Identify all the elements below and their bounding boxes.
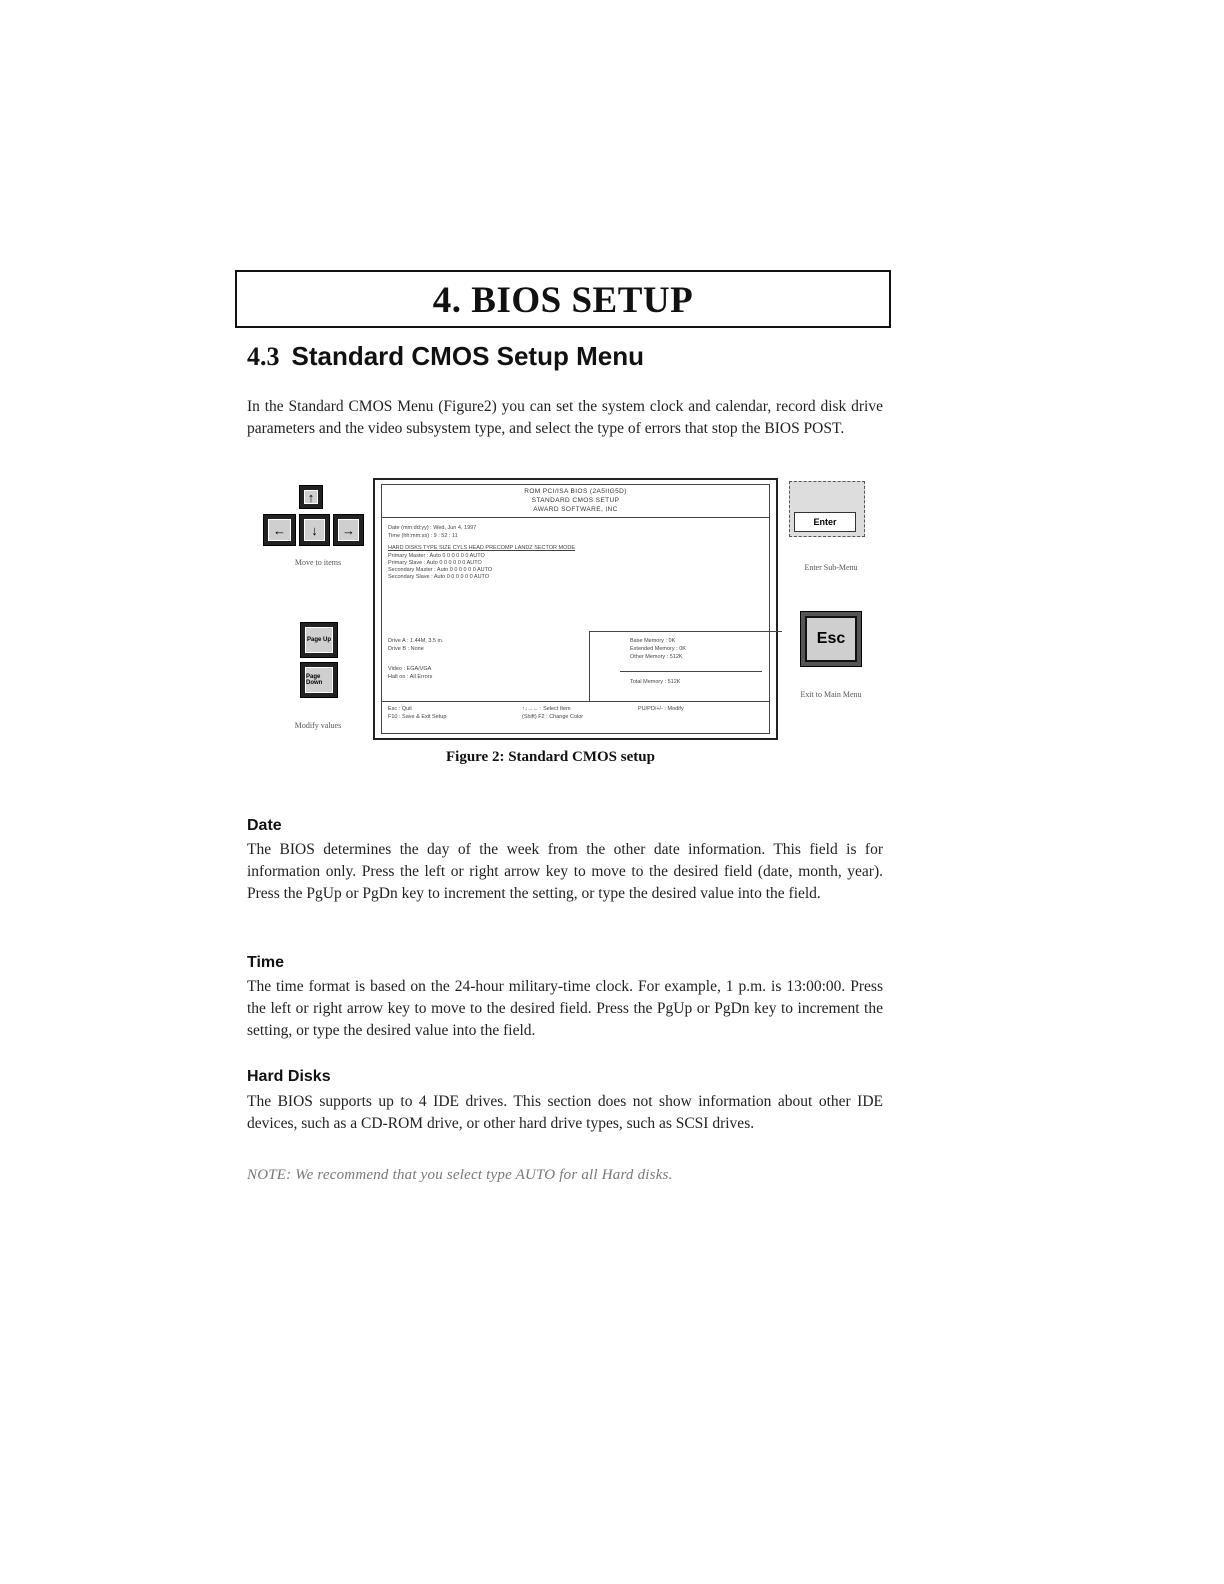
footer-select: ↑↓→← : Select Item [522,706,571,712]
screen-header-bios: ROM PCI/ISA BIOS (2A5IIG5D) [524,488,627,495]
page-up-icon: Page Up [305,627,333,653]
footer-color: (Shift) F2 : Change Color [522,714,584,720]
memory-panel [589,631,782,702]
screen-header [382,487,769,514]
section-heading [247,341,644,372]
note-text: NOTE: We recommend that you select type AUTO for all Hard disks. [247,1167,673,1183]
extended-memory: Extended Memory : 0K [630,646,686,652]
move-items-label: Move to items [294,558,342,567]
memory-divider [620,671,762,672]
screen-header-title: STANDARD CMOS SETUP [531,497,620,504]
footer-esc: Esc : Quit [388,706,412,712]
page-down-key [300,662,338,698]
footer-modify: PU/PD/+/- : Modify [638,706,684,712]
enter-key-icon: Enter [794,512,856,532]
screen-divider-bottom [382,701,769,702]
enter-submenu-label: Enter Sub-Menu [804,563,858,572]
chapter-header-box [235,270,891,328]
esc-key [800,611,862,667]
down-arrow-icon: ↓ [304,519,325,541]
esc-key-icon: Esc [805,616,857,662]
up-arrow-key [299,485,323,509]
disk-row: Primary Slave : Auto 0 0 0 0 0 0 AUTO [388,560,482,566]
screen-header-vendor: AWARD SOFTWARE, INC [533,506,618,513]
total-memory: Total Memory : 512K [630,679,681,685]
intro-paragraph: In the Standard CMOS Menu (Figure2) you can set the system clock and calendar, record disk drive parameters and the video subsystem type, and select the type of errors that stop the BIOS POST. [247,398,883,437]
disk-row: Secondary Slave : Auto 0 0 0 0 0 0 AUTO [388,574,490,580]
right-arrow-key [333,514,364,546]
drive-a: Drive A : 1.44M, 3.5 in. [388,638,444,644]
screen-date: Date (mm:dd:yy) : Wed, Jun 4, 1997 [388,525,477,531]
chapter-title: 4. BIOS SETUP [432,280,694,321]
time-paragraph: The time format is based on the 24-hour military-time clock. For example, 1 p.m. is 13:00:00. Press the left or right arrow key to move to the desired field. Press the PgUp or PgDn key to increment the setting, or type the desired value into the field. [247,978,883,1039]
exit-main-menu-label: Exit to Main Menu [800,690,862,699]
screen-divider-top [382,517,769,518]
date-heading: Date [247,817,282,834]
date-paragraph: The BIOS determines the day of the week from the other date information. This field is for information only. Press the left or right arrow key to move to the desired field (date, month, year). Press the PgUp or PgDn key to increment the setting, or type the desired value into the field. [247,841,883,902]
halt-setting: Halt on : All Errors [388,674,433,680]
modify-values-label: Modify values [294,721,342,730]
section-number: 4.3 [247,342,280,371]
up-arrow-icon: ↑ [304,490,318,504]
left-arrow-key [263,514,296,546]
figure-caption: Figure 2: Standard CMOS setup [446,749,655,765]
right-arrow-icon: → [338,519,359,541]
footer-f10: F10 : Save & Exit Setup [388,714,447,720]
left-arrow-icon: ← [268,519,291,541]
disk-table-header: HARD DISKS TYPE SIZE CYLS HEAD PRECOMP LANDZ SECTOR MODE [388,545,576,551]
drive-b: Drive B : None [388,646,424,652]
enter-key [789,481,865,537]
screen-time: Time (hh:mm:ss) : 9 : 52 : 11 [388,533,458,539]
page-down-icon: Page Down [305,667,333,693]
hard-disks-heading: Hard Disks [247,1068,331,1085]
screen-inner-frame [381,484,770,734]
video-setting: Video : EGA/VGA [388,666,432,672]
down-arrow-key [299,514,330,546]
page-up-key [300,622,338,658]
disk-row: Secondary Master : Auto 0 0 0 0 0 0 AUTO [388,567,493,573]
base-memory: Base Memory : 0K [630,638,676,644]
disk-row: Primary Master : Auto 0 0 0 0 0 0 AUTO [388,553,485,559]
hard-disks-paragraph: The BIOS supports up to 4 IDE drives. This section does not show information about other IDE devices, such as a CD-ROM drive, or other hard drive types, such as SCSI drives. [247,1093,883,1132]
section-title: Standard CMOS Setup Menu [291,341,644,371]
time-heading: Time [247,954,285,971]
other-memory: Other Memory : 512K [630,654,683,660]
cmos-setup-screen [373,478,778,740]
